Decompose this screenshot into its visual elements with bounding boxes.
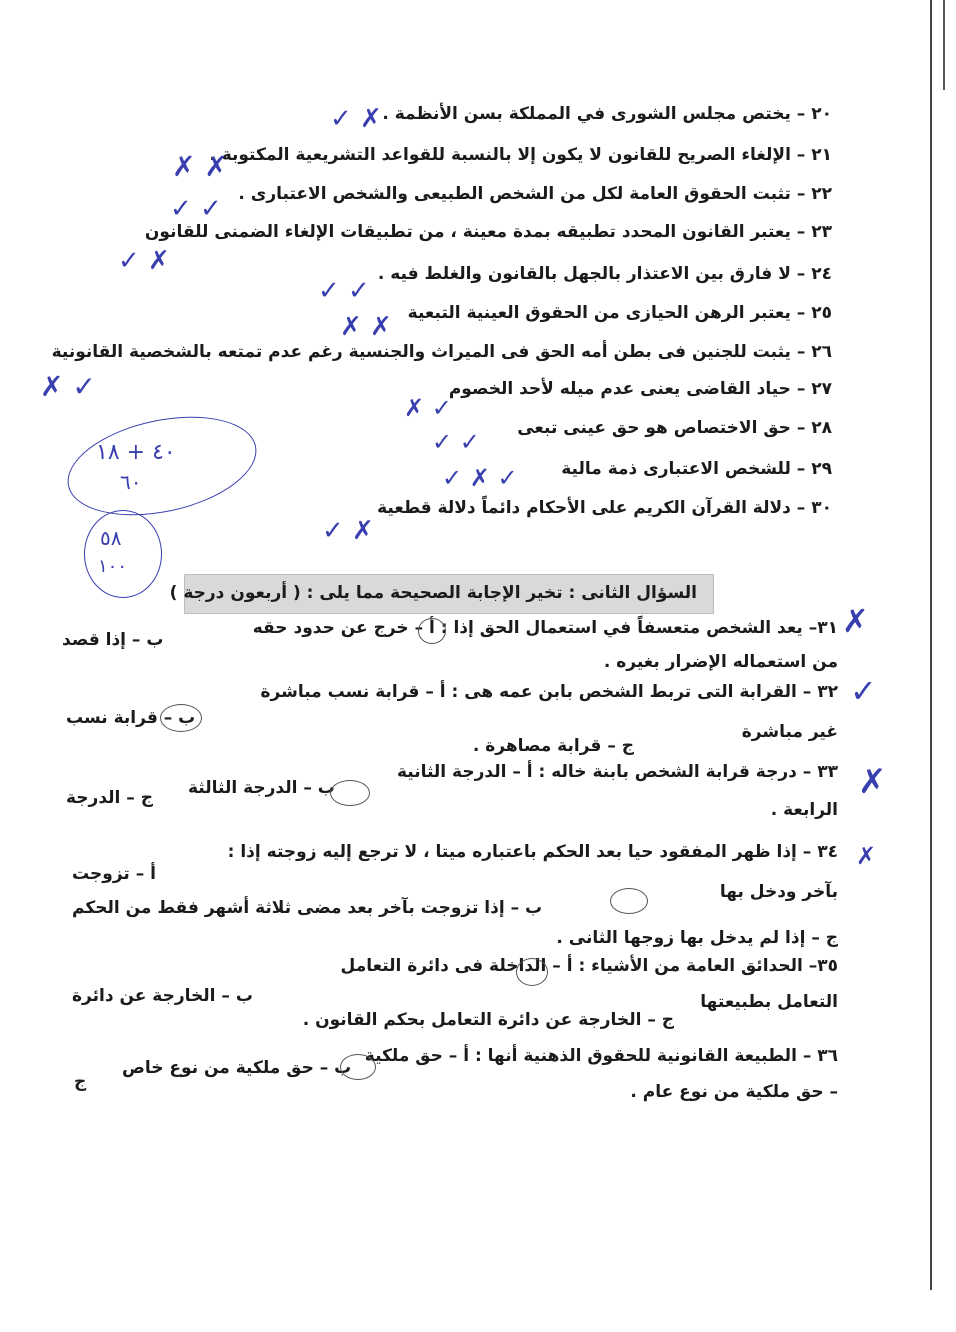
answer-mark-26: ✗ ✓	[40, 370, 96, 403]
choice-circle-36	[340, 1054, 376, 1080]
score-bottom: ٥٨	[100, 526, 122, 550]
question-35-option-c: ج – الخارجة عن دائرة التعامل بحكم القانون .	[302, 1010, 674, 1030]
answer-mark-23: ✓ ✗	[118, 246, 170, 276]
question-33-option-c: ج – الدرجة	[66, 788, 153, 808]
answer-mark-20: ✓ ✗	[330, 104, 382, 134]
question-31-line-1: ٣١– يعد الشخص متعسفاً في استعمال الحق إذا : أ – خرج عن حدود حقه	[252, 618, 838, 638]
section-two-title: السؤال الثانى : تخير الإجابة الصحيحة مما يلى : ( أربعون درجة )	[169, 583, 697, 603]
score-bottom-sub: ١٠٠	[98, 556, 128, 577]
answer-mark-34: ✗	[856, 842, 877, 870]
answer-mark-31: ✗	[842, 602, 869, 640]
answer-mark-30: ✓ ✗	[322, 516, 374, 546]
question-33-line-2: الرابعة .	[770, 800, 838, 820]
score-top-sub: ٦٠	[120, 470, 142, 494]
choice-circle-34	[610, 888, 648, 914]
answer-mark-32: ✓	[850, 672, 877, 710]
answer-mark-29: ✓ ✗ ✓	[442, 464, 518, 492]
score-circle-top	[59, 401, 266, 531]
question-32-option-b: ب – قرابة نسب	[66, 708, 196, 728]
question-27: ٢٧ – حياد القاضى يعنى عدم ميله لأحد الخصوم	[448, 379, 832, 399]
score-circle-bottom	[84, 510, 162, 598]
question-35-line-1: ٣٥– الحدائق العامة من الأشياء : أ – الداخلة فى دائرة التعامل	[340, 956, 838, 976]
question-35-option-b: ب – الخارجة عن دائرة	[72, 986, 253, 1006]
choice-circle-31	[418, 618, 446, 644]
question-34-line-2: بآخر ودخل بها	[719, 882, 838, 902]
question-23: ٢٣ – يعتبر القانون المحدد تطبيقه بمدة معينة ، من تطبيقات الإلغاء الضمنى للقانون	[144, 222, 832, 242]
question-33-line-1: ٣٣ – درجة قرابة الشخص بابنة خاله : أ – الدرجة الثانية	[396, 762, 838, 782]
question-32-line-1: ٣٢ – القرابة التى تربط الشخص بابن عمه هى : أ – قرابة نسب مباشرة	[260, 682, 838, 702]
question-33-option-b: ب – الدرجة الثالثة	[188, 778, 335, 798]
question-36-option-c-label: ج	[74, 1072, 87, 1092]
question-29: ٢٩ – للشخص الاعتبارى ذمة مالية	[561, 459, 832, 479]
choice-circle-35	[516, 958, 548, 986]
answer-mark-25: ✗ ✗	[340, 312, 392, 342]
score-top: ٤٠ + ١٨	[96, 440, 176, 465]
answer-mark-27: ✗ ✓	[404, 394, 452, 422]
choice-circle-33	[330, 780, 370, 806]
question-34-option-c: ج – إذا لم يدخل بها زوجها الثانى .	[556, 928, 838, 948]
question-34-option-b: ب – إذا تزوجت بآخر بعد مضى ثلاثة أشهر فقط من الحكم	[72, 898, 543, 918]
question-20: ٢٠ – يختص مجلس الشورى في المملكة بسن الأنظمة .	[382, 104, 832, 124]
question-36-option-b: ب – حق ملكية من نوع خاص	[122, 1058, 352, 1078]
page-corner-edge	[943, 0, 945, 90]
question-26: ٢٦ – يثبت للجنين فى بطن أمه الحق فى الميراث والجنسية رغم عدم تمتعه بالشخصية القانونية	[51, 342, 832, 362]
choice-circle-32	[160, 704, 202, 732]
question-36-line-1: ٣٦ – الطبيعة القانونية للحقوق الذهنية أنها : أ – حق ملكية	[364, 1046, 838, 1066]
question-22: ٢٢ – تثبت الحقوق العامة لكل من الشخص الطبيعى والشخص الاعتبارى .	[238, 184, 832, 204]
question-21: ٢١ – الإلغاء الصريح للقانون لا يكون إلا بالنسبة للقواعد التشريعية المكتوبة .	[209, 145, 832, 165]
question-32-option-c: ج – قرابة مصاهرة .	[472, 736, 634, 756]
question-30: ٣٠ – دلالة القرآن الكريم على الأحكام دائماً دلالة قطعية	[377, 498, 832, 518]
question-36-option-c: – حق ملكية من نوع عام .	[630, 1082, 838, 1102]
question-35-line-2: التعامل بطبيعتها	[700, 992, 838, 1012]
answer-mark-28: ✓ ✓	[432, 428, 480, 456]
answer-mark-24: ✓ ✓	[318, 276, 370, 306]
question-34-line-1: ٣٤ – إذا ظهر المفقود حيا بعد الحكم باعتباره ميتا ، لا ترجع إليه زوجته إذا :	[227, 842, 838, 862]
question-31-option-b: ب – إذا قصد	[62, 630, 164, 650]
answer-mark-33: ✗	[858, 762, 887, 802]
question-32-line-2: غير مباشرة	[741, 722, 838, 742]
question-24: ٢٤ – لا فارق بين الاعتذار بالجهل بالقانون والغلط فيه .	[377, 264, 832, 284]
section-two-header	[169, 574, 714, 614]
page-right-edge	[930, 0, 932, 1290]
question-25: ٢٥ – يعتبر الرهن الحيازى من الحقوق العينية التبعية	[407, 303, 832, 323]
question-28: ٢٨ – حق الاختصاص هو حق عينى تبعى	[517, 418, 832, 438]
question-31-line-2: من استعماله الإضرار بغيره .	[603, 652, 838, 672]
answer-mark-21: ✗ ✗	[172, 150, 228, 183]
question-34-option-a: أ – تزوجت	[72, 864, 156, 884]
answer-mark-22: ✓ ✓	[170, 194, 222, 224]
